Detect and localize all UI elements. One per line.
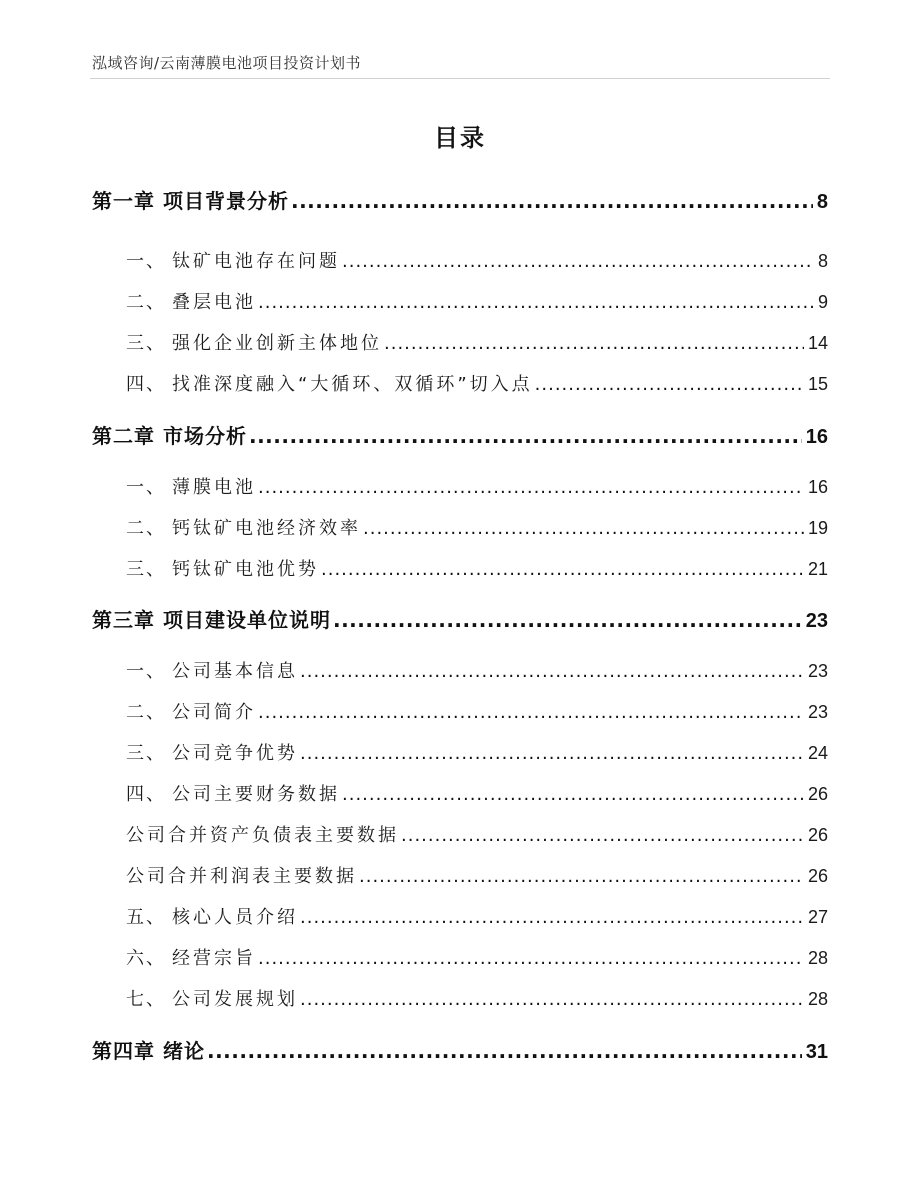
toc-entry-number: 一、 xyxy=(126,251,166,272)
toc-page-number: 28 xyxy=(807,989,828,1009)
toc-chapter-1[interactable] xyxy=(92,185,828,214)
toc-entry-label xyxy=(92,555,319,581)
dot-leader xyxy=(300,661,804,682)
toc-section-1-4[interactable] xyxy=(92,370,828,396)
toc-section-2-1[interactable] xyxy=(92,473,828,499)
toc-page-number: 19 xyxy=(807,518,828,538)
toc-entry-text: 核心人员介绍 xyxy=(172,907,298,928)
dot-leader xyxy=(359,866,804,887)
toc-section-2-2[interactable] xyxy=(92,514,828,540)
toc-entry-label xyxy=(92,698,256,724)
toc-entry-number: 三、 xyxy=(126,559,166,580)
toc-section-1-1[interactable] xyxy=(92,247,828,273)
toc-page-number: 26 xyxy=(807,825,828,845)
toc-entry-label xyxy=(92,473,256,499)
toc-entry-text: 钙钛矿电池经济效率 xyxy=(172,518,361,539)
page-title: 目录 xyxy=(434,124,486,152)
toc-entry-text: 找准深度融入“大循环、双循环”切入点 xyxy=(172,374,533,395)
toc-section-3-6[interactable] xyxy=(92,944,828,970)
toc-entry-text: 公司主要财务数据 xyxy=(172,784,340,805)
table-of-contents xyxy=(92,0,828,1191)
toc-entry-number: 二、 xyxy=(126,518,166,539)
toc-entry-number: 三、 xyxy=(126,333,166,354)
toc-page-number: 28 xyxy=(807,948,828,968)
toc-page-number: 31 xyxy=(805,1041,828,1063)
dot-leader xyxy=(258,477,804,498)
toc-entry-text: 公司基本信息 xyxy=(172,661,298,682)
toc-section-1-3[interactable] xyxy=(92,329,828,355)
dot-leader xyxy=(300,989,804,1010)
toc-entry-label xyxy=(92,657,298,683)
toc-page-number: 9 xyxy=(817,292,828,312)
toc-entry-number: 二、 xyxy=(126,292,166,313)
toc-entry-number: 五、 xyxy=(126,907,166,928)
toc-entry-number: 六、 xyxy=(126,948,166,969)
toc-page-number: 14 xyxy=(807,333,828,353)
dot-leader xyxy=(300,907,804,928)
dot-leader xyxy=(207,1039,802,1063)
dot-leader xyxy=(300,743,804,764)
dot-leader xyxy=(258,702,804,723)
toc-section-1-2[interactable] xyxy=(92,288,828,314)
running-header: 泓域咨询/云南薄膜电池项目投资计划书 xyxy=(92,54,362,72)
toc-entry-label: 第二章 市场分析 xyxy=(92,424,247,448)
toc-page-number: 23 xyxy=(807,661,828,681)
toc-subsection-3-4-2[interactable] xyxy=(92,862,828,888)
toc-entry-text: 公司发展规划 xyxy=(172,989,298,1010)
toc-entry-text: 钙钛矿电池优势 xyxy=(172,559,319,580)
toc-entry-label: 公司合并资产负债表主要数据 xyxy=(126,825,399,846)
toc-entry-label xyxy=(92,739,298,765)
toc-entry-number: 二、 xyxy=(126,702,166,723)
toc-page-number: 23 xyxy=(807,702,828,722)
toc-page-number: 24 xyxy=(807,743,828,763)
toc-entry-number: 七、 xyxy=(126,989,166,1010)
toc-page-number: 16 xyxy=(807,477,828,497)
toc-entry-label xyxy=(92,944,256,970)
toc-entry-label xyxy=(92,985,298,1011)
toc-page-number: 26 xyxy=(807,866,828,886)
toc-page-number: 26 xyxy=(807,784,828,804)
toc-entry-number: 三、 xyxy=(126,743,166,764)
toc-entry-number: 一、 xyxy=(126,661,166,682)
dot-leader xyxy=(321,559,804,580)
dot-leader xyxy=(333,608,802,632)
dot-leader xyxy=(249,424,802,448)
toc-chapter-2[interactable] xyxy=(92,420,828,449)
toc-subsection-3-4-1[interactable] xyxy=(92,821,828,847)
toc-page-number: 16 xyxy=(805,426,828,448)
toc-entry-label xyxy=(92,903,298,929)
toc-page-number: 27 xyxy=(807,907,828,927)
toc-entry-label xyxy=(92,288,256,314)
toc-page-number: 23 xyxy=(805,610,828,632)
toc-entry-text: 钛矿电池存在问题 xyxy=(172,251,340,272)
toc-entry-text: 强化企业创新主体地位 xyxy=(172,333,382,354)
toc-entry-label: 第四章 绪论 xyxy=(92,1039,205,1063)
toc-entry-number: 四、 xyxy=(126,784,166,805)
toc-chapter-3[interactable] xyxy=(92,604,828,633)
dot-leader xyxy=(363,518,804,539)
dot-leader xyxy=(291,189,813,213)
toc-entry-text: 薄膜电池 xyxy=(172,477,256,498)
dot-leader xyxy=(342,251,814,272)
dot-leader xyxy=(258,948,804,969)
toc-section-2-3[interactable] xyxy=(92,555,828,581)
dot-leader xyxy=(535,374,804,395)
dot-leader xyxy=(401,825,804,846)
toc-page-number: 8 xyxy=(817,251,828,271)
toc-entry-text: 叠层电池 xyxy=(172,292,256,313)
toc-section-3-3[interactable] xyxy=(92,739,828,765)
toc-entry-label xyxy=(92,329,382,355)
toc-chapter-4[interactable] xyxy=(92,1035,828,1064)
toc-section-3-2[interactable] xyxy=(92,698,828,724)
toc-entry-label xyxy=(92,370,533,396)
toc-entry-text: 公司竞争优势 xyxy=(172,743,298,764)
toc-section-3-4[interactable] xyxy=(92,780,828,806)
toc-entry-text: 公司简介 xyxy=(172,702,256,723)
toc-page-number: 21 xyxy=(807,559,828,579)
toc-entry-number: 四、 xyxy=(126,374,166,395)
toc-entry-label: 第一章 项目背景分析 xyxy=(92,189,289,213)
toc-page-number: 15 xyxy=(807,374,828,394)
toc-page-number: 8 xyxy=(816,191,828,213)
dot-leader xyxy=(342,784,804,805)
dot-leader xyxy=(258,292,814,313)
dot-leader xyxy=(384,333,804,354)
toc-entry-text: 经营宗旨 xyxy=(172,948,256,969)
toc-entry-label xyxy=(92,780,340,806)
toc-entry-label: 公司合并利润表主要数据 xyxy=(126,866,357,887)
toc-entry-label: 第三章 项目建设单位说明 xyxy=(92,608,331,632)
toc-entry-label xyxy=(92,247,340,273)
toc-entry-label xyxy=(92,514,361,540)
toc-entry-number: 一、 xyxy=(126,477,166,498)
toc-section-3-1[interactable] xyxy=(92,657,828,683)
toc-section-3-7[interactable] xyxy=(92,985,828,1011)
toc-section-3-5[interactable] xyxy=(92,903,828,929)
